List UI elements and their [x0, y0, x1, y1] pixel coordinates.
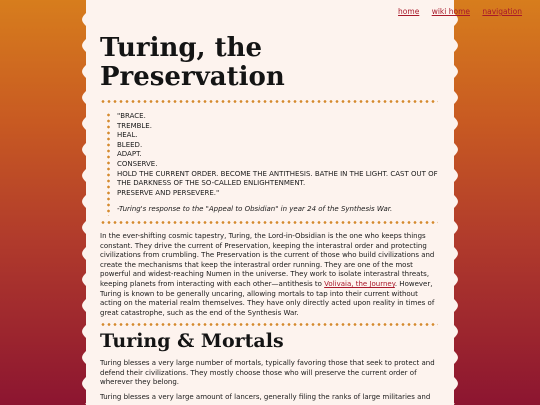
quote-line: "BRACE.: [117, 112, 146, 120]
dotted-divider: [100, 323, 438, 326]
scalloped-edge-left: [82, 0, 90, 405]
volivaia-link[interactable]: Volivaia, the Journey: [324, 279, 395, 288]
quote-attribution: -Turing's response to the "Appeal to Obsidian" in year 24 of the Synthesis War.: [117, 205, 393, 213]
page-title: Turing, the Preservation: [100, 33, 285, 92]
intro-paragraph: [100, 232, 440, 318]
quote-line: TREMBLE.: [117, 121, 152, 130]
top-navigation: [388, 7, 522, 17]
section-heading: Turing & Mortals: [100, 330, 284, 352]
dotted-divider: [100, 221, 438, 224]
quote-line: CONSERVE.: [117, 159, 158, 168]
quote-block: [107, 112, 442, 216]
nav-home-link[interactable]: home: [398, 7, 420, 16]
quote-line: THE DARKNESS OF THE SO-CALLED ENLIGHTENMENT.: [117, 179, 306, 188]
nav-navigation-link[interactable]: navigation: [482, 7, 522, 16]
dotted-divider: [100, 100, 438, 103]
quote-line: BLEED.: [117, 140, 143, 149]
quote-lines: [117, 112, 438, 198]
quote-line: ADAPT.: [117, 150, 142, 159]
quote-line: PRESERVE AND PERSEVERE.": [117, 188, 220, 197]
quote-line: HEAL.: [117, 131, 138, 140]
section-paragraph: Turing blesses a very large amount of lancers, generally filing the ranks of large militaries and: [100, 393, 431, 401]
quote-line: HOLD THE CURRENT ORDER. BECOME THE ANTITHESIS. BATHE IN THE LIGHT. CAST OUT OF: [117, 169, 438, 178]
quote-dotted-bar: [107, 112, 110, 216]
intro-text: In the ever-shifting cosmic tapestry, Turing, the Lord-in-Obsidian is the one who keeps things constant. They drive the current of Preservation, keeping the interastral order and protecting civilizations from crumbling. The Preservation is the current of those who build civilizations and create the mechanisms that keep the interastral order running. They are one of the most powerful and widest-reaching Numen in the universe. They work to isolate interastral threats, keeping planets from interacting with each other—antithesis to: [100, 232, 435, 288]
intro-text-cont: . However, Turing is known to be generally uncaring, allowing mortals to tap into their current without acting on the material realm themselves. They have only directly acted upon reality in times of great catastrophe, such as the end of the Synthesis War.: [100, 279, 435, 317]
section-paragraph: Turing blesses a very large number of mortals, typically favoring those that seek to protect and defend their civilizations. They mostly choose those who will preserve the current order of wherever they belong.: [100, 359, 435, 387]
scalloped-edge-right: [450, 0, 458, 405]
nav-wiki-home-link[interactable]: wiki home: [431, 7, 470, 16]
